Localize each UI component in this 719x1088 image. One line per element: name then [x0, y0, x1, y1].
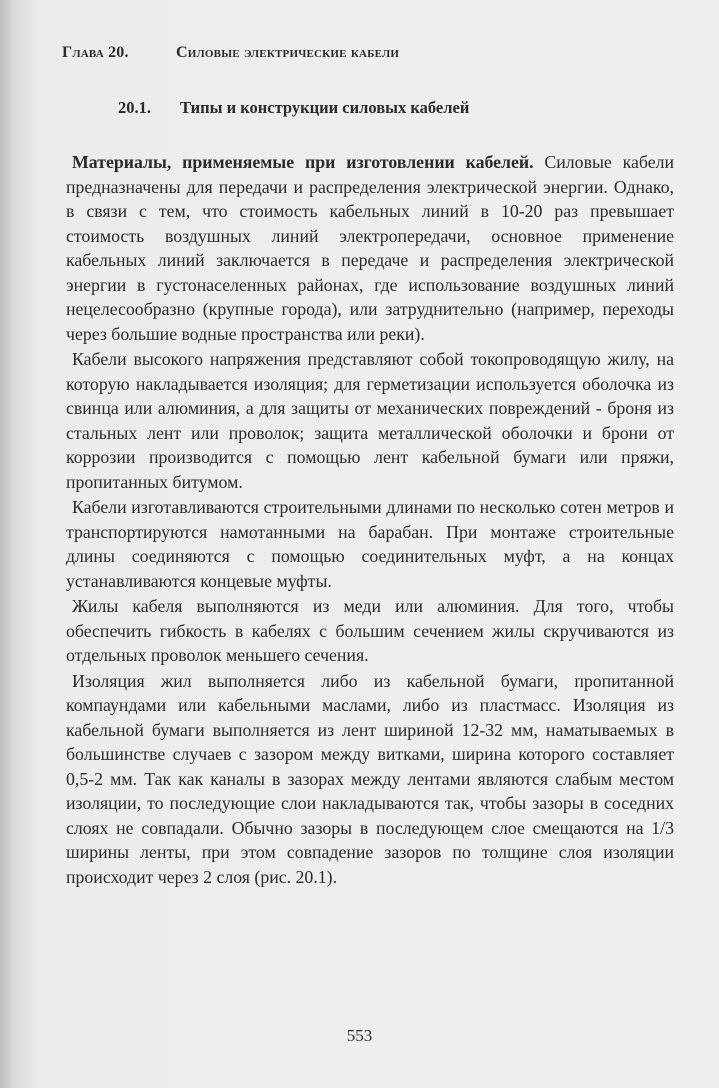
- chapter-number: Глава 20.: [62, 44, 129, 61]
- section-number: 20.1.: [118, 98, 151, 117]
- body-text: [66, 150, 674, 889]
- paragraph-2: Кабели высокого напряжения представляют собой токопроводящую жилу, на которую накладывается изоляция; для герметизации используется оболочка из свинца или алюминия, а для защиты от механических повреждений - броня из стальных лент или проволок; защита металлической оболочки и брони от коррозии производится с помощью лент кабельной бумаги или пряжи, пропитанных битумом.: [66, 349, 674, 492]
- chapter-heading: [62, 44, 399, 62]
- paragraph-5: Изоляция жил выполняется либо из кабельной бумаги, пропитанной компаундами или кабельными маслами, либо из пластмасс. Изоляция из кабельной бумаги выполняется из лент шириной 12-32 мм, наматываемых в большинстве случаев с зазором между витками, ширина которого составляет 0,5-2 мм. Так как каналы в зазорах между лентами являются слабым местом изоляции, то последующие слои накладываются так, чтобы зазоры в соседних слоях не совпадали. Обычно зазоры в последующем слое смещаются на 1/3 ширины ленты, при этом совпадение зазоров по толщине слоя изоляции происходит через 2 слоя (рис. 20.1).: [66, 670, 674, 887]
- paragraph-text: Силовые кабели предназначены для передачи и распределения электрической энергии. Однако, в связи с тем, что стоимость кабельных линий в 10-20 раз превышает стоимость воздушных линий электропередачи, основное применение кабельных линий заключается в передаче и распределения электрической энергии в густонаселенных районах, где использование воздушных линий нецелесообразно (крупные города), или затруднительно (например, переходы через большие водные пространства или реки).: [66, 152, 674, 344]
- page-number: 553: [346, 1026, 373, 1045]
- section-heading: [118, 98, 469, 118]
- paragraph-3: Кабели изготавливаются строительными длинами по несколько сотен метров и транспортируются намотанными на барабан. При монтаже строительные длины соединяются с помощью соединительных муфт, а на концах устанавливаются концевые муфты.: [66, 497, 674, 591]
- paragraph-lead: Материалы, применяемые при изготовлении кабелей.: [72, 152, 534, 172]
- paragraph-1: [66, 150, 674, 346]
- section-title: Типы и конструкции силовых кабелей: [180, 98, 470, 117]
- paragraph-4: Жилы кабеля выполняются из меди или алюминия. Для того, чтобы обеспечить гибкость в кабелях с большим сечением жилы скручиваются из отдельных проволок меньшего сечения.: [66, 596, 674, 665]
- chapter-title: Силовые электрические кабели: [176, 44, 400, 61]
